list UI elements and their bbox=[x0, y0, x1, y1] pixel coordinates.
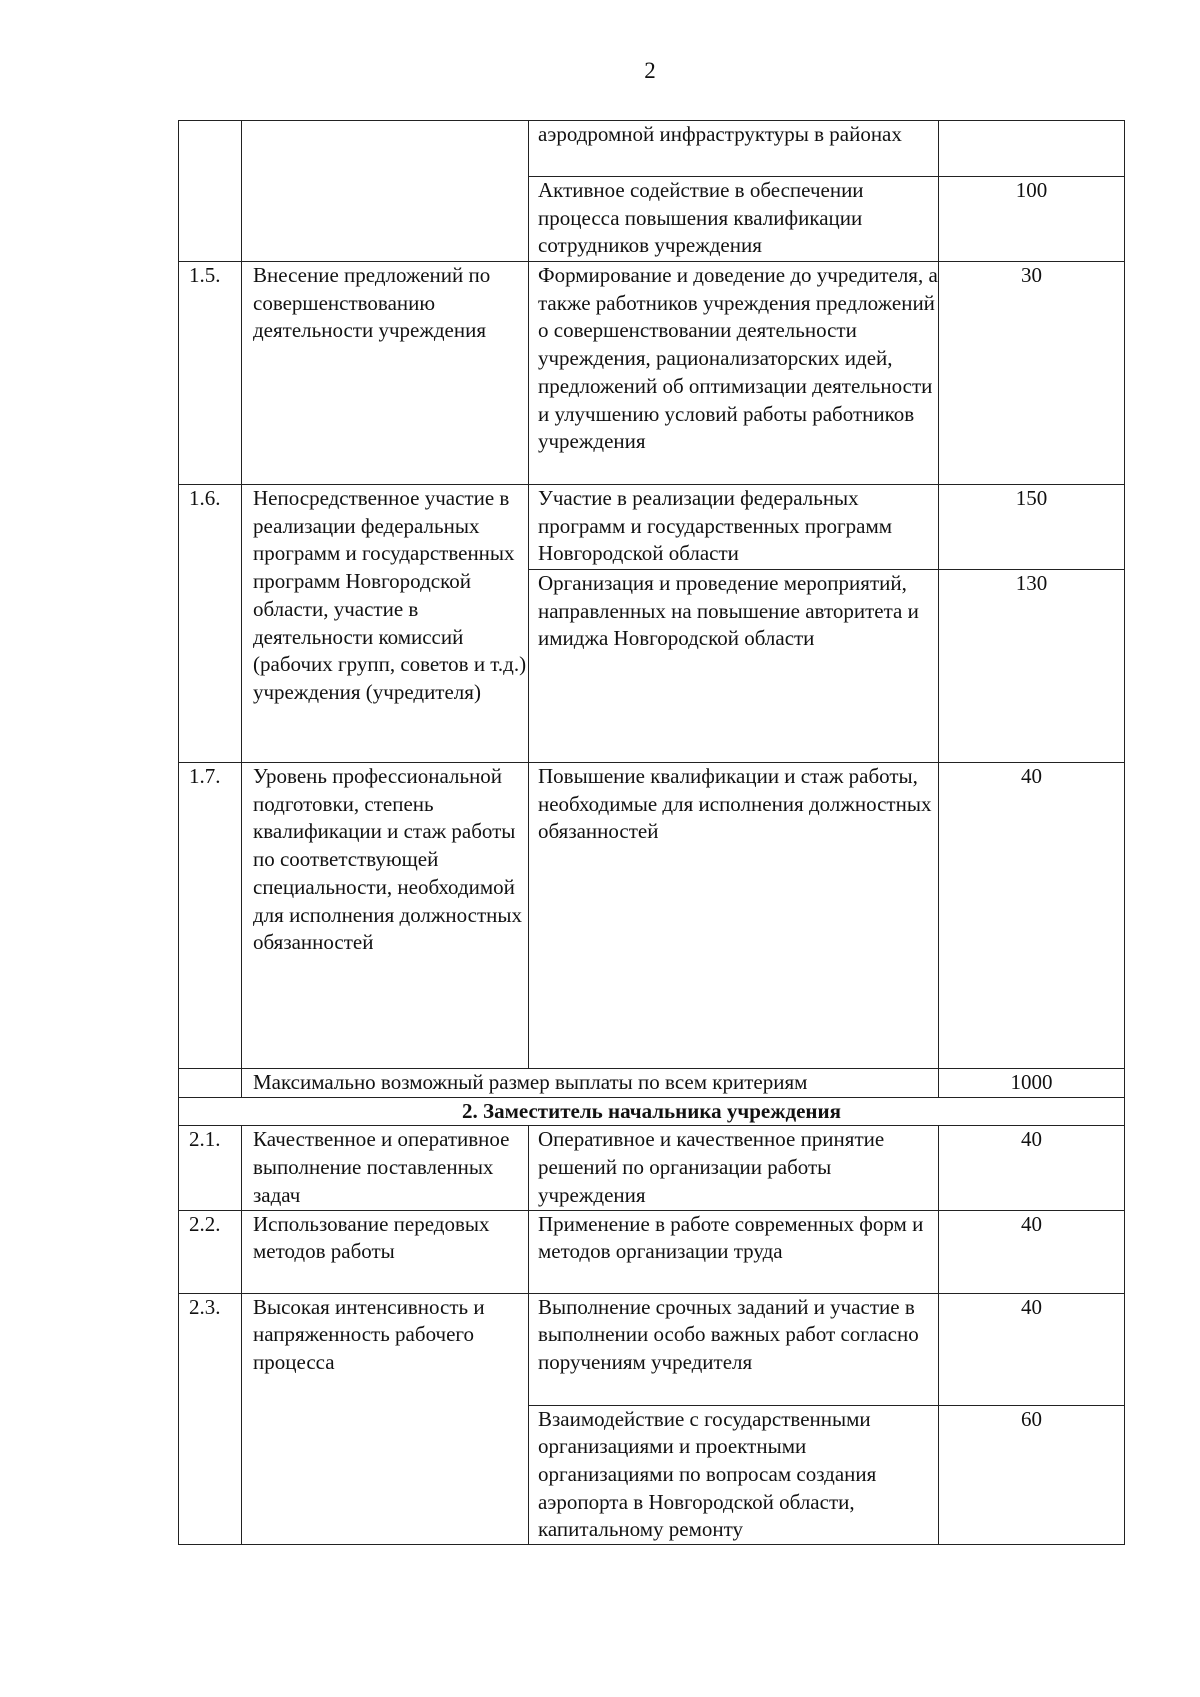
total-row bbox=[179, 1069, 1125, 1098]
points-cell: 60 bbox=[939, 1405, 1125, 1545]
criterion-name-cell bbox=[242, 121, 529, 262]
total-label-cell: Максимально возможный размер выплаты по всем критериям bbox=[242, 1069, 939, 1098]
row-number-cell: 2.3. bbox=[179, 1293, 242, 1545]
row-number-cell: 2.2. bbox=[179, 1210, 242, 1293]
indicator-cell: Оперативное и качественное принятие решений по организации работы учреждения bbox=[529, 1126, 939, 1210]
criterion-name-cell: Уровень профессиональной подготовки, степень квалификации и стаж работы по соответствующей специальности, необходимой для исполнения должностных обязанностей bbox=[242, 763, 529, 1069]
row-number-cell: 1.5. bbox=[179, 262, 242, 485]
indicator-cell: аэродромной инфраструктуры в районах bbox=[529, 121, 939, 177]
points-cell: 40 bbox=[939, 1293, 1125, 1405]
indicator-cell: Организация и проведение мероприятий, направленных на повышение авторитета и имиджа Новгородской области bbox=[529, 570, 939, 763]
table-row bbox=[179, 1293, 1125, 1405]
section-title: 2. Заместитель начальника учреждения bbox=[179, 1097, 1125, 1126]
points-cell: 100 bbox=[939, 177, 1125, 262]
points-cell: 30 bbox=[939, 262, 1125, 485]
section-header-row bbox=[179, 1097, 1125, 1126]
indicator-cell: Применение в работе современных форм и методов организации труда bbox=[529, 1210, 939, 1293]
points-cell: 40 bbox=[939, 763, 1125, 1069]
points-cell: 40 bbox=[939, 1210, 1125, 1293]
table-row bbox=[179, 121, 1125, 177]
indicator-cell: Участие в реализации федеральных программ и государственных программ Новгородской области bbox=[529, 485, 939, 570]
row-number-cell: 2.1. bbox=[179, 1126, 242, 1210]
points-cell: 150 bbox=[939, 485, 1125, 570]
indicator-cell: Формирование и доведение до учредителя, а также работников учреждения предложений о совершенствовании деятельности учреждения, рационализаторских идей, предложений об оптимизации деятельности и улучшению условий работы работников учреждения bbox=[529, 262, 939, 485]
indicator-cell: Повышение квалификации и стаж работы, необходимые для исполнения должностных обязанностей bbox=[529, 763, 939, 1069]
table-row bbox=[179, 1210, 1125, 1293]
criterion-name-cell: Качественное и оперативное выполнение поставленных задач bbox=[242, 1126, 529, 1210]
criterion-name-cell: Использование передовых методов работы bbox=[242, 1210, 529, 1293]
indicator-cell: Взаимодействие с государственными организациями и проектными организациями по вопросам создания аэропорта в Новгородской области, капитальному ремонту bbox=[529, 1405, 939, 1545]
row-number-cell: 1.7. bbox=[179, 763, 242, 1069]
total-points-cell: 1000 bbox=[939, 1069, 1125, 1098]
page-number: 2 bbox=[644, 58, 656, 83]
indicator-cell: Выполнение срочных заданий и участие в выполнении особо важных работ согласно поручениям учредителя bbox=[529, 1293, 939, 1405]
criteria-table bbox=[178, 120, 1125, 1545]
table-row bbox=[179, 262, 1125, 485]
table-row bbox=[179, 485, 1125, 570]
row-number-cell bbox=[179, 1069, 242, 1098]
table-row bbox=[179, 1126, 1125, 1210]
row-number-cell: 1.6. bbox=[179, 485, 242, 763]
points-cell: 40 bbox=[939, 1126, 1125, 1210]
criterion-name-cell: Непосредственное участие в реализации федеральных программ и государственных программ Новгородской области, участие в деятельности комиссий (рабочих групп, советов и т.д.) учреждения (учредителя) bbox=[242, 485, 529, 763]
points-cell bbox=[939, 121, 1125, 177]
row-number-cell bbox=[179, 121, 242, 262]
points-cell: 130 bbox=[939, 570, 1125, 763]
table-row bbox=[179, 763, 1125, 1069]
criterion-name-cell: Высокая интенсивность и напряженность рабочего процесса bbox=[242, 1293, 529, 1545]
indicator-cell: Активное содействие в обеспечении процесса повышения квалификации сотрудников учреждения bbox=[529, 177, 939, 262]
criterion-name-cell: Внесение предложений по совершенствованию деятельности учреждения bbox=[242, 262, 529, 485]
